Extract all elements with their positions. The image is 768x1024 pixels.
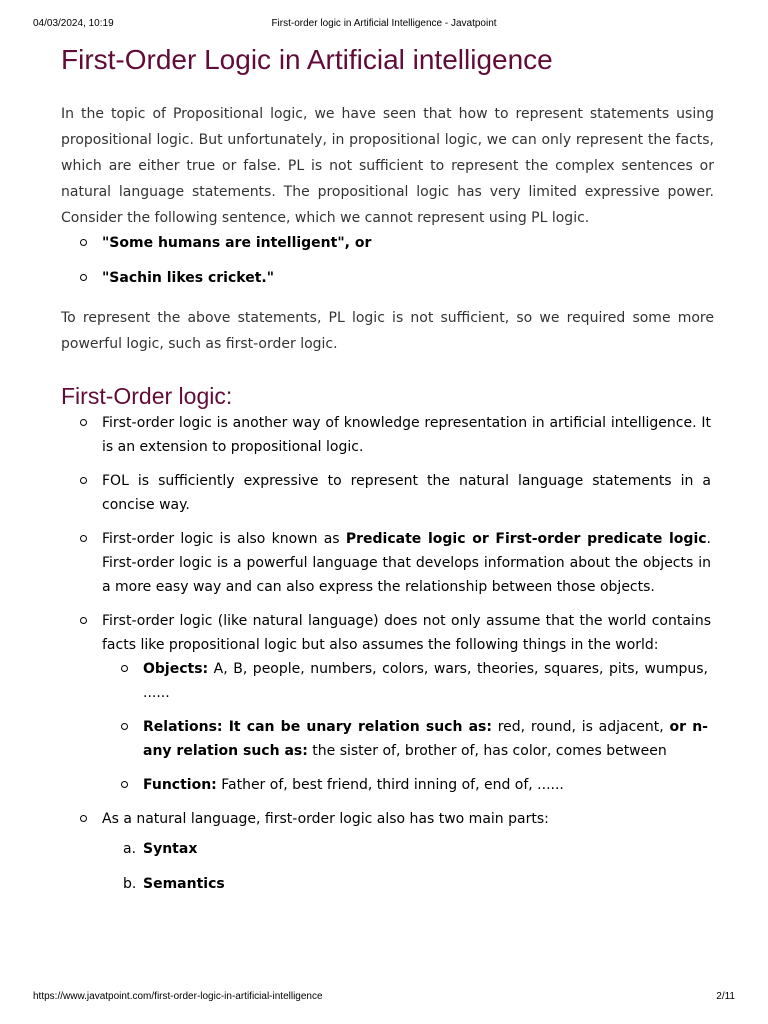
print-datetime: 04/03/2024, 10:19 [33, 18, 114, 29]
relations-text-2: the sister of, brother of, has color, comes between [307, 743, 667, 759]
fol-parts-list [102, 837, 711, 896]
list-marker: b. [123, 876, 137, 892]
list-marker: a. [123, 841, 137, 857]
list-item: "Sachin likes cricket." [102, 266, 714, 290]
predicate-logic-term: Predicate logic or First-order predicate logic [345, 531, 707, 547]
print-doc-title: First-order logic in Artificial Intelligence - Javatpoint [271, 18, 497, 29]
objects-text: A, B, people, numbers, colors, wars, theories, squares, pits, wumpus, ...... [143, 661, 708, 701]
list-item: First-order logic is another way of knowledge representation in artificial intelligence. It is an extension to propositional logic. [102, 411, 714, 459]
print-footer [33, 991, 735, 1005]
print-header [33, 18, 735, 32]
page-title: First-Order Logic in Artificial intelligence [61, 44, 553, 75]
objects-label: Objects: [143, 661, 209, 677]
world-assumptions-list [102, 657, 711, 797]
point-text: First-order logic is also known as [102, 531, 346, 547]
list-item [143, 773, 711, 797]
list-item [123, 837, 711, 861]
intro-paragraph: In the topic of Propositional logic, we have seen that how to represent statements using propositional logic. But unfortunately, in propositional logic, we can only represent the facts, which are either true or false. PL is not sufficient to represent the complex sentences or natural language statements. The propositional logic has very limited expressive power. Consider the following sentence, which we cannot represent using PL logic. [61, 106, 714, 226]
article-content [61, 42, 714, 907]
point-text: As a natural language, first-order logic also has two main parts: [102, 811, 549, 827]
list-item [102, 527, 714, 599]
list-item: FOL is sufficiently expressive to represent the natural language statements in a concise way. [102, 469, 714, 517]
point-text: First-order logic (like natural language) does not only assume that the world contains facts like propositional logic but also assumes the following things in the world: [102, 613, 711, 653]
relations-label-2: or n-any relation such as: [143, 719, 708, 759]
list-item [143, 715, 711, 763]
list-item [102, 609, 714, 797]
part-label: Semantics [143, 876, 225, 892]
part-label: Syntax [143, 841, 198, 857]
fol-points-list [61, 411, 714, 896]
relations-text: red, round, is adjacent, [491, 719, 670, 735]
example-sentences-list [61, 231, 714, 290]
function-text: Father of, best friend, third inning of, end of, ...... [216, 777, 564, 793]
relations-label: Relations: It can be unary relation such as: [143, 719, 492, 735]
list-item: "Some humans are intelligent", or [102, 231, 714, 255]
print-url: https://www.javatpoint.com/first-order-logic-in-artificial-intelligence [33, 991, 323, 1002]
point-text: . First-order logic is a powerful language that develops information about the objects in a more easy way and can also express the relationship between those objects. [102, 531, 711, 595]
after-examples-paragraph: To represent the above statements, PL logic is not sufficient, so we required some more powerful logic, such as first-order logic. [61, 310, 714, 352]
list-item [102, 807, 714, 896]
print-page-number: 2/11 [716, 991, 735, 1002]
list-item [143, 657, 711, 705]
section-title: First-Order logic: [61, 383, 233, 409]
function-label: Function: [143, 777, 217, 793]
list-item [123, 872, 711, 896]
